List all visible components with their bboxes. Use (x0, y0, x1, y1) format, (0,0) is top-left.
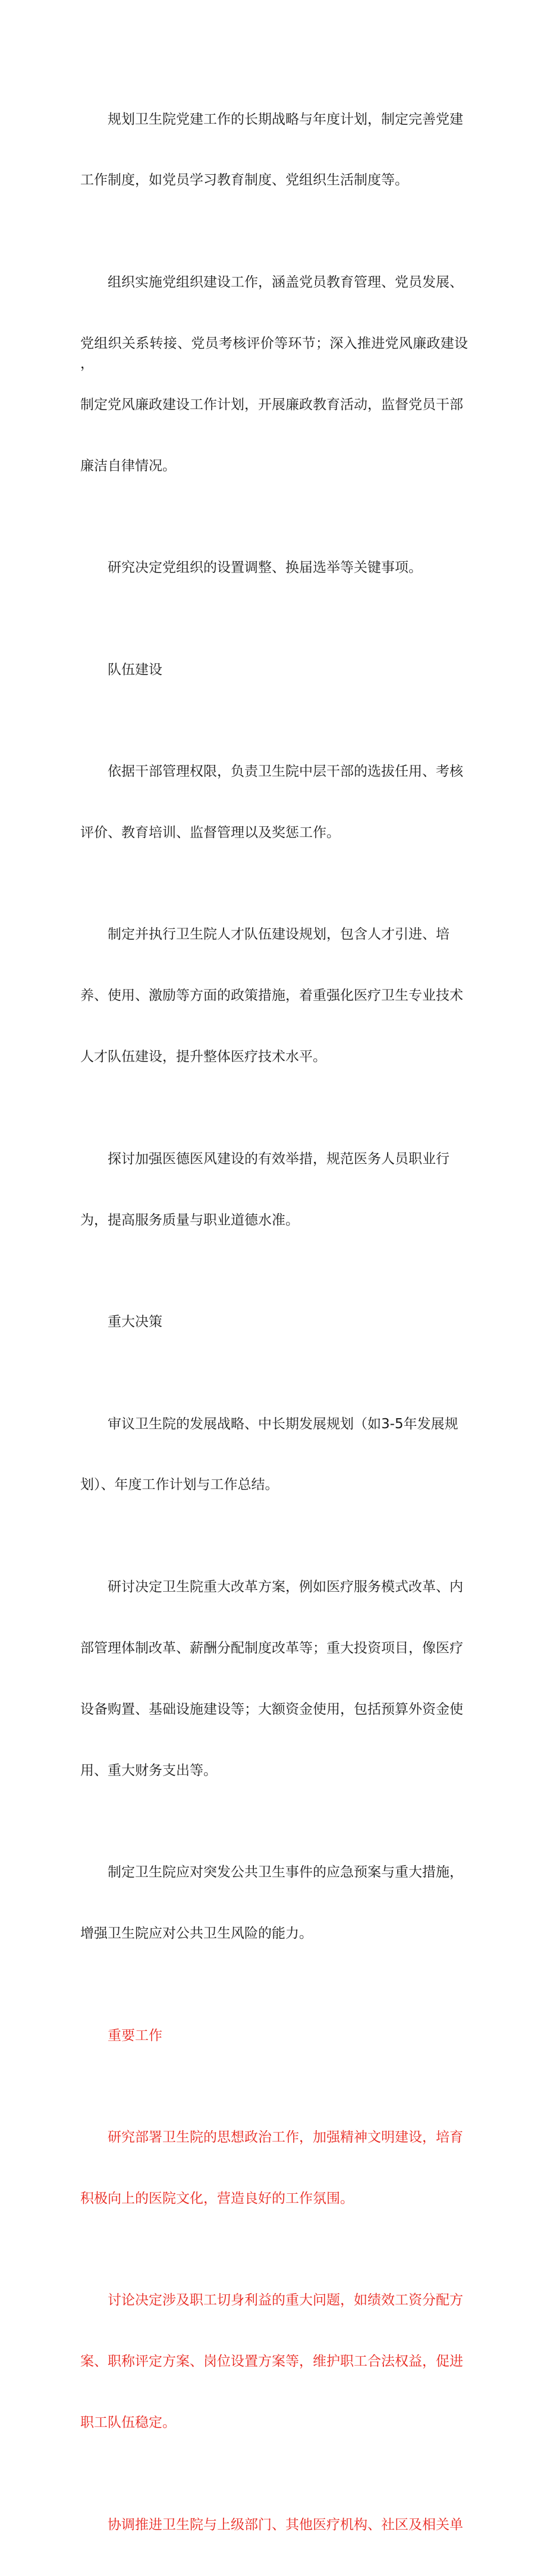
paragraph-party-organization (80, 231, 468, 517)
text-line: 案、职称评定方案、岗位设置方案等，维护职工合法权益，促进 (80, 2354, 463, 2370)
heading-text: 队伍建设 (108, 662, 162, 678)
text-line: 廉洁自律情况。 (80, 458, 176, 474)
text-line: 研讨决定卫生院重大改革方案，例如医疗服务模式改革、内 (108, 1579, 463, 1595)
text-line: 评价、教育培训、监督管理以及奖惩工作。 (80, 824, 340, 840)
paragraph-medical-ethics (80, 1108, 468, 1271)
paragraph-party-planning (80, 68, 468, 231)
section-heading-important-work (80, 1985, 468, 2086)
text-line: 人才队伍建设，提升整体医疗技术水平。 (80, 1049, 326, 1065)
paragraph-emergency-plan (80, 1822, 468, 1985)
text-line: 讨论决定涉及职工切身利益的重大问题，如绩效工资分配方 (108, 2292, 463, 2309)
paragraph-coordination (80, 2474, 468, 2575)
text-line: 制定并执行卫生院人才队伍建设规划，包含人才引进、培 (108, 927, 449, 943)
heading-text: 重要工作 (108, 2027, 162, 2043)
document-body (80, 68, 468, 2576)
text-line: 审议卫生院的发展战略、中长期发展规划（如3-5年发展规 (108, 1416, 458, 1432)
text-line: 设备购置、基础设施建设等；大额资金使用，包括预算外资金使 (80, 1701, 463, 1717)
text-line: 制定卫生院应对突发公共卫生事件的应急预案与重大措施， (108, 1865, 463, 1881)
text-line: 规划卫生院党建工作的长期战略与年度计划，制定完善党建 (108, 111, 463, 127)
section-heading-team-building (80, 619, 468, 720)
text-line: 探讨加强医德医风建设的有效举措，规范医务人员职业行 (108, 1151, 449, 1167)
text-line: 增强卫生院应对公共卫生风险的能力。 (80, 1926, 313, 1942)
text-line: 用、重大财务支出等。 (80, 1762, 217, 1778)
text-line: 养、使用、激励等方面的政策措施，着重强化医疗卫生专业技术 (80, 988, 463, 1004)
text-line: 党组织关系转接、党员考核评价等环节；深入推进党风廉政建设， (80, 335, 468, 372)
text-line: 划）、年度工作计划与工作总结。 (80, 1477, 279, 1493)
paragraph-reform-plans (80, 1536, 468, 1821)
paragraph-cadre-management (80, 721, 468, 884)
paragraph-development-strategy (80, 1373, 468, 1536)
section-heading-major-decisions (80, 1271, 468, 1373)
paragraph-staff-interests (80, 2250, 468, 2474)
text-line: 工作制度，如党员学习教育制度、党组织生活制度等。 (80, 172, 408, 188)
text-line: 积极向上的医院文化，营造良好的工作氛围。 (80, 2190, 354, 2206)
paragraph-talent-planning (80, 884, 468, 1108)
paragraph-party-election (80, 517, 468, 619)
text-line: 协调推进卫生院与上级部门、其他医疗机构、社区及相关单 (108, 2517, 463, 2533)
text-line: 职工队伍稳定。 (80, 2415, 176, 2431)
text-line: 依据干部管理权限，负责卫生院中层干部的选拔任用、考核 (108, 764, 463, 780)
text-line: 制定党风廉政建设工作计划，开展廉政教育活动，监督党员干部 (80, 396, 463, 412)
heading-text: 重大决策 (108, 1314, 162, 1330)
paragraph-ideological-work (80, 2086, 468, 2249)
text-line: 研究部署卫生院的思想政治工作，加强精神文明建设，培育 (108, 2129, 463, 2145)
text-line: 为，提高服务质量与职业道德水准。 (80, 1212, 299, 1228)
text-line: 研究决定党组织的设置调整、换届选举等关键事项。 (108, 560, 422, 576)
text-line: 组织实施党组织建设工作，涵盖党员教育管理、党员发展、 (108, 274, 463, 290)
text-line: 部管理体制改革、薪酬分配制度改革等；重大投资项目，像医疗 (80, 1640, 463, 1656)
